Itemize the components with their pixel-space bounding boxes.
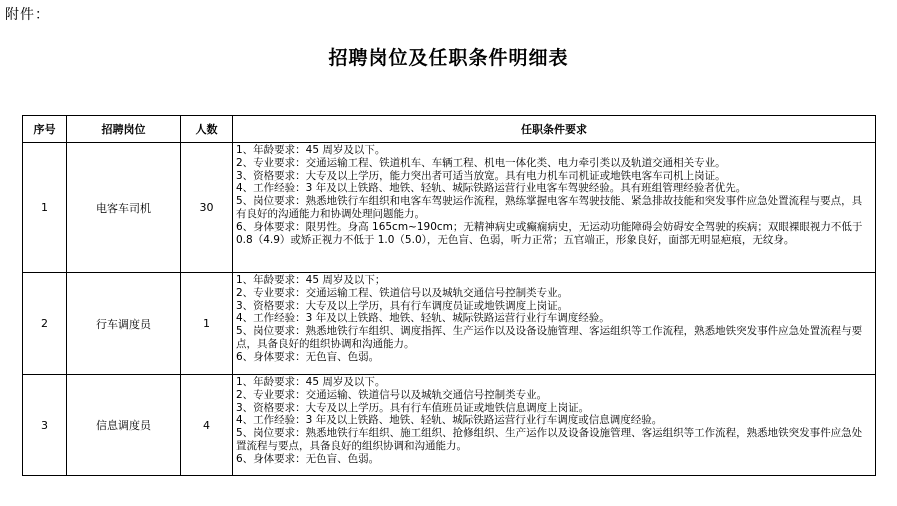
requirement-line: 5、岗位要求：熟悉地铁行车组织和电客车驾驶运作流程，熟练掌握电客车驾驶技能、紧急排故技能和突发事件应急处置流程与要点，具有良好的沟通能力和协调处理问题能力。 (236, 195, 863, 220)
header-no: 序号 (23, 116, 67, 143)
table-row (23, 143, 876, 273)
recruitment-table (22, 115, 876, 476)
row-requirements (233, 375, 876, 476)
row-position: 行车调度员 (67, 273, 181, 375)
requirement-line: 6、身体要求：无色盲、色弱。 (236, 350, 380, 363)
requirement-line: 6、身体要求：限男性。身高 165cm~190cm；无精神病史或癫痫病史，无运动功能障碍会妨碍安全驾驶的疾病；双眼裸眼视力不低于 0.8（4.9）或矫正视力不低于 1.0（5.0），无色盲、色弱，听力正常；五官端正，形象良好，面部无明显疤痕，无纹身。 (236, 220, 863, 246)
row-no: 2 (23, 273, 67, 375)
requirement-line: 2、专业要求：交通运输工程、铁道机车、车辆工程、机电一体化类、电力牵引类以及轨道交通相关专业。 (236, 156, 726, 169)
header-position: 招聘岗位 (67, 116, 181, 143)
requirement-line: 1、年龄要求：45 周岁及以下； (236, 274, 386, 286)
requirement-line: 5、岗位要求：熟悉地铁行车组织、调度指挥、生产运作以及设备设施管理、客运组织等工作流程，熟悉地铁突发事件应急处置流程与要点，具备良好的组织协调和沟通能力。 (236, 325, 863, 350)
row-no: 3 (23, 375, 67, 476)
row-no: 1 (23, 143, 67, 273)
requirement-line: 1、年龄要求：45 周岁及以下。 (236, 376, 386, 388)
row-count: 1 (181, 273, 233, 375)
requirement-line: 1、年龄要求：45 周岁及以下。 (236, 144, 386, 156)
header-count: 人数 (181, 116, 233, 143)
requirement-line: 2、专业要求：交通运输工程、铁道信号以及城轨交通信号控制类专业。 (236, 286, 569, 299)
row-count: 30 (181, 143, 233, 273)
row-count: 4 (181, 375, 233, 476)
page-title: 招聘岗位及任职条件明细表 (328, 47, 569, 69)
table-header-row (23, 116, 876, 143)
header-requirements: 任职条件要求 (233, 116, 876, 143)
table-row (23, 273, 876, 375)
requirement-line: 3、资格要求：大专及以上学历，具有行车调度员证或地铁调度上岗证。 (236, 299, 569, 312)
requirement-line: 4、工作经验：3 年及以上铁路、地铁、轻轨、城际铁路运营行业行车调度或信息调度经验。 (236, 414, 663, 427)
row-position: 信息调度员 (67, 375, 181, 476)
table-row (23, 375, 876, 476)
requirement-line: 3、资格要求：大专及以上学历，能力突出者可适当放宽。具有电力机车司机证或地铁电客车司机上岗证。 (236, 169, 726, 182)
attachment-label: 附件： (5, 7, 50, 23)
requirement-line: 4、工作经验：3 年及以上铁路、地铁、轻轨、城际铁路运营行业电客车驾驶经验。具有班组管理经验者优先。 (236, 182, 747, 195)
row-requirements (233, 143, 876, 273)
requirement-line: 2、专业要求：交通运输、铁道信号以及城轨交通信号控制类专业。 (236, 388, 548, 401)
row-position: 电客车司机 (67, 143, 181, 273)
requirement-line: 3、资格要求：大专及以上学历。具有行车值班员证或地铁信息调度上岗证。 (236, 401, 590, 414)
requirement-line: 5、岗位要求：熟悉地铁行车组织、施工组织、抢修组织、生产运作以及设备设施管理、客运组织等工作流程，熟悉地铁突发事件应急处置流程与要点，具备良好的组织协调和沟通能力。 (236, 427, 863, 452)
requirement-line: 6、身体要求：无色盲、色弱。 (236, 452, 380, 465)
requirement-line: 4、工作经验：3 年及以上铁路、地铁、轻轨、城际铁路运营行业行车调度经验。 (236, 312, 610, 325)
row-requirements (233, 273, 876, 375)
